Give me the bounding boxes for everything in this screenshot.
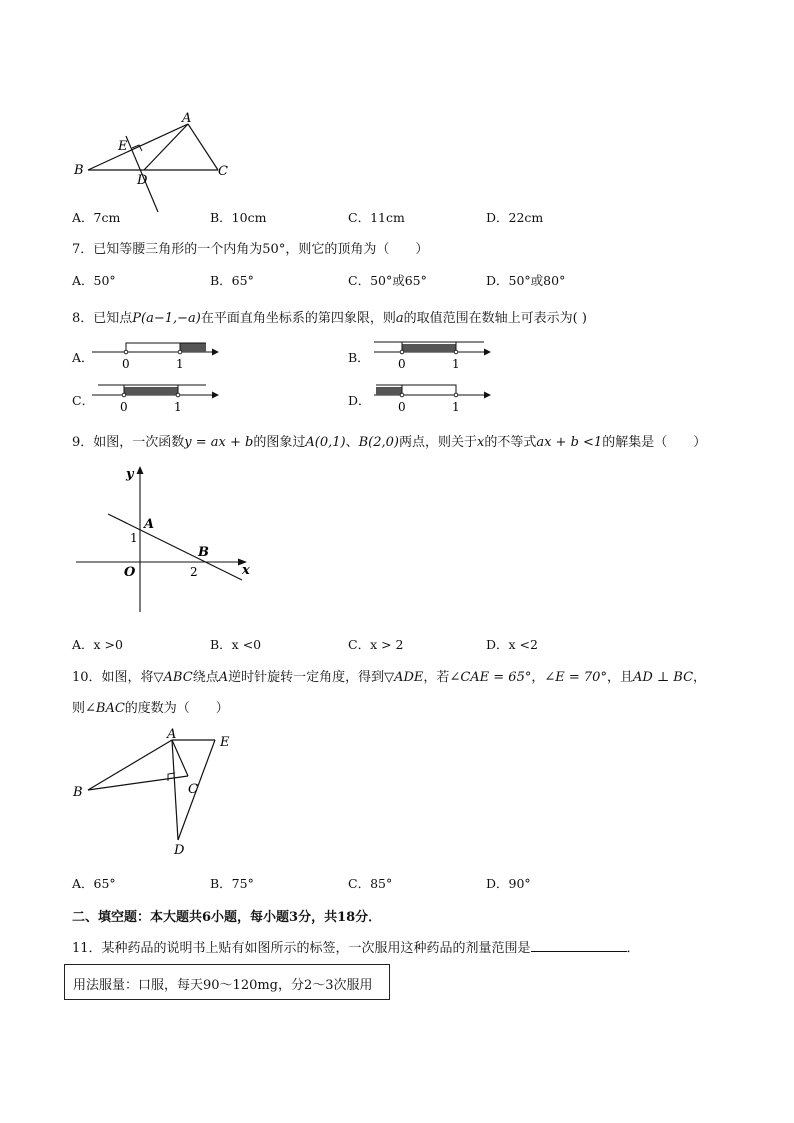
q8-option-b-letter[interactable]: B． xyxy=(348,350,370,365)
q8-option-c-letter[interactable]: C． xyxy=(72,393,95,408)
fig6-label-B: B xyxy=(74,163,84,178)
q8-stem-a: 8．已知点 xyxy=(72,311,133,326)
q6-option-a[interactable]: A．7cm xyxy=(72,210,121,225)
fig6-label-D: D xyxy=(137,173,148,188)
q8-option-b-numberline[interactable] xyxy=(370,336,495,372)
q10-l1-b: 绕点 xyxy=(192,670,219,685)
q8-stem xyxy=(72,307,587,326)
q9-stem-d: 的不等式 xyxy=(484,435,537,450)
q9-stem-c: 两点，则关于 xyxy=(398,435,477,450)
q10-fig-D: D xyxy=(174,843,185,858)
q8-stem-c: 的取值范围在数轴上可表示为( ) xyxy=(403,311,587,326)
q8-option-d-numberline[interactable] xyxy=(370,379,495,415)
q8-option-a-letter[interactable]: A． xyxy=(72,350,94,365)
q7-option-d[interactable]: D．50°或80° xyxy=(486,273,566,288)
q6-option-b[interactable]: B．10cm xyxy=(210,210,267,225)
q9-graph-figure xyxy=(72,462,262,622)
q8d-tick-1: 1 xyxy=(452,400,460,414)
q9-axis-x: x xyxy=(242,563,250,578)
q11-medicine-label xyxy=(64,964,390,1000)
q10-option-a[interactable]: A．65° xyxy=(72,876,116,891)
q9-origin: O xyxy=(124,565,136,580)
q10-l1-f: ， xyxy=(693,670,707,685)
q9-stem-b: 的图象过 xyxy=(253,435,306,450)
fig6-label-A: A xyxy=(182,112,192,126)
q9-point-a: A(0,1) xyxy=(305,435,346,450)
q10-l1-a: 10．如图，将 xyxy=(72,670,154,685)
q10-l1-d: ，若 xyxy=(423,670,450,685)
q10-l1-c: 逆时针旋转一定角度，得到 xyxy=(228,670,385,685)
fig6-label-C: C xyxy=(218,164,228,179)
q11-answer-blank[interactable] xyxy=(531,939,627,952)
q8c-tick-0: 0 xyxy=(120,400,128,414)
q9-point-b: B(2,0) xyxy=(358,435,399,450)
q8-stem-b: 在平面直角坐标系的第四象限，则 xyxy=(200,311,396,326)
q10-stem-line1: 10．如图，将▽ABC绕点A逆时针旋转一定角度，得到▽ADE，若∠CAE = 65°，∠E = 70°，且AD ⊥ BC， xyxy=(72,670,707,685)
q8d-tick-0: 0 xyxy=(398,400,406,414)
q9-option-a[interactable]: A．x >0 xyxy=(72,637,123,652)
fig6-label-E: E xyxy=(118,139,128,154)
q10-tri2: ▽ADE xyxy=(384,670,424,685)
q10-cond2: ∠E = 70° xyxy=(544,670,607,685)
q9-label-B: B xyxy=(198,545,209,560)
q10-l2-a: 则 xyxy=(72,701,86,716)
q9-sep: 、 xyxy=(345,435,359,450)
q10-pta: A xyxy=(218,670,229,685)
q8b-tick-1: 1 xyxy=(452,357,460,371)
q9-axis-y: y xyxy=(126,467,134,482)
q6-option-c[interactable]: C．11cm xyxy=(348,210,405,225)
q6-option-d[interactable]: D．22cm xyxy=(486,210,544,225)
q9-option-d[interactable]: D．x <2 xyxy=(486,637,538,652)
q9-label-A: A xyxy=(144,517,155,532)
q9-tick-1: 1 xyxy=(130,531,138,545)
q10-rotation-figure xyxy=(70,726,250,860)
q10-target: ∠BAC xyxy=(85,701,125,716)
q8b-tick-0: 0 xyxy=(398,357,406,371)
q10-fig-B: B xyxy=(73,785,83,800)
q9-ineq: ax + b <1 xyxy=(536,435,603,450)
q10-cond3: AD ⊥ BC xyxy=(632,670,694,685)
q9-stem-e: 的解集是（ ） xyxy=(602,435,707,450)
q8-var: a xyxy=(395,311,404,326)
q11-stem xyxy=(72,937,640,956)
q9-stem xyxy=(72,431,706,450)
q7-stem: 7．已知等腰三角形的一个内角为50°，则它的顶角为（ ） xyxy=(72,242,429,257)
q11-stem-end: ． xyxy=(626,941,640,956)
q10-option-c[interactable]: C．85° xyxy=(348,876,393,891)
q8-option-c-numberline[interactable] xyxy=(88,379,223,415)
q6-triangle-figure xyxy=(70,112,240,222)
q8-point: P(a−1,−a) xyxy=(132,311,201,326)
q9-option-b[interactable]: B．x <0 xyxy=(210,637,262,652)
q10-l2-b: 的度数为（ ） xyxy=(124,701,229,716)
q10-fig-A: A xyxy=(167,727,177,742)
q7-option-c[interactable]: C．50°或65° xyxy=(348,273,427,288)
q8c-tick-1: 1 xyxy=(174,400,182,414)
q8a-tick-0: 0 xyxy=(122,357,130,371)
q9-tick-2: 2 xyxy=(190,565,198,579)
q10-fig-C: C xyxy=(188,782,198,797)
q9-stem-a: 9．如图，一次函数 xyxy=(72,435,185,450)
q8a-tick-1: 1 xyxy=(176,357,184,371)
q8-option-a-numberline[interactable] xyxy=(88,338,223,372)
q10-tri1: ▽ABC xyxy=(153,670,193,685)
q9-option-c[interactable]: C．x > 2 xyxy=(348,637,404,652)
q8-option-d-letter[interactable]: D． xyxy=(348,393,371,408)
q10-fig-E: E xyxy=(220,735,230,750)
q9-func: y = ax + b xyxy=(184,435,254,450)
q10-stem-line2 xyxy=(72,697,229,716)
section-2-title: 二、填空题：本大题共6小题，每小题3分，共18分． xyxy=(72,910,382,925)
q10-l1-e: ，且 xyxy=(606,670,633,685)
q11-stem-text: 11．某种药品的说明书上贴有如图所示的标签，一次服用这种药品的剂量范围是 xyxy=(72,941,531,956)
q10-option-d[interactable]: D．90° xyxy=(486,876,531,891)
q7-option-a[interactable]: A．50° xyxy=(72,273,116,288)
q10-option-b[interactable]: B．75° xyxy=(210,876,254,891)
q7-option-b[interactable]: B．65° xyxy=(210,273,254,288)
q10-cond1: ∠CAE = 65° xyxy=(449,670,532,685)
q9-xvar: x xyxy=(476,435,485,450)
q11-label-text: 用法服量：口服，每天90～120mg，分2～3次服用 xyxy=(73,978,373,993)
